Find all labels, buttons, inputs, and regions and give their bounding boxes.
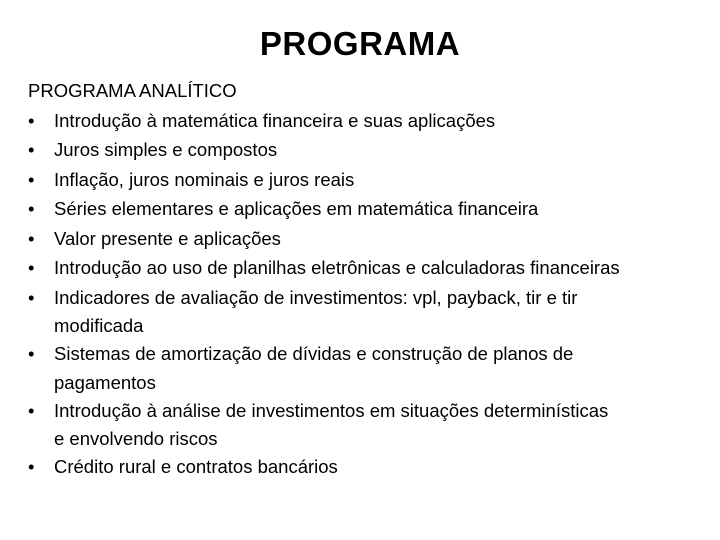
bullet-icon: • — [28, 456, 35, 477]
list-item — [28, 165, 700, 195]
list-item-text: Séries elementares e aplicações em matemática financeira — [54, 198, 539, 219]
list-item — [28, 339, 700, 396]
list-item — [28, 224, 700, 254]
list-item-text: Introdução à análise de investimentos em situações determinísticas — [54, 399, 609, 421]
list-item — [28, 194, 700, 224]
list-item — [28, 283, 700, 340]
list-item-text: Valor presente e aplicações — [54, 227, 281, 249]
list-item — [28, 253, 700, 283]
list-item-text-continued: e envolvendo riscos — [54, 428, 218, 449]
list-item-text: Juros simples e compostos — [54, 139, 278, 160]
bullet-icon: • — [28, 168, 35, 190]
bullet-icon: • — [28, 399, 35, 421]
list-item-text-continued: modificada — [54, 315, 144, 336]
list-item-text: Introdução ao uso de planilhas eletrônicas e calculadoras financeiras — [54, 257, 620, 278]
list-item-text: Indicadores de avaliação de investimentos: vpl, payback, tir e tir — [54, 286, 578, 308]
content-area — [28, 76, 700, 482]
list-item-text: Introdução à matemática financeira e suas aplicações — [54, 109, 496, 131]
bullet-icon: • — [28, 198, 35, 219]
list-item-text: Sistemas de amortização de dívidas e construção de planos de — [54, 343, 574, 364]
page-title: PROGRAMA — [259, 25, 461, 62]
bullet-icon: • — [28, 227, 35, 249]
list-item-text-continued: pagamentos — [54, 371, 156, 393]
bullet-icon: • — [28, 286, 35, 308]
list-item — [28, 135, 700, 165]
bullet-icon: • — [28, 343, 35, 364]
topic-list — [28, 106, 700, 482]
list-item-text: Inflação, juros nominais e juros reais — [54, 168, 355, 190]
list-item-text: Crédito rural e contratos bancários — [54, 456, 338, 477]
bullet-icon: • — [28, 257, 35, 278]
list-item — [28, 452, 700, 482]
list-item — [28, 396, 700, 453]
bullet-icon: • — [28, 109, 35, 131]
list-item — [28, 106, 700, 136]
section-heading: PROGRAMA ANALÍTICO — [28, 80, 237, 101]
bullet-icon: • — [28, 139, 35, 160]
